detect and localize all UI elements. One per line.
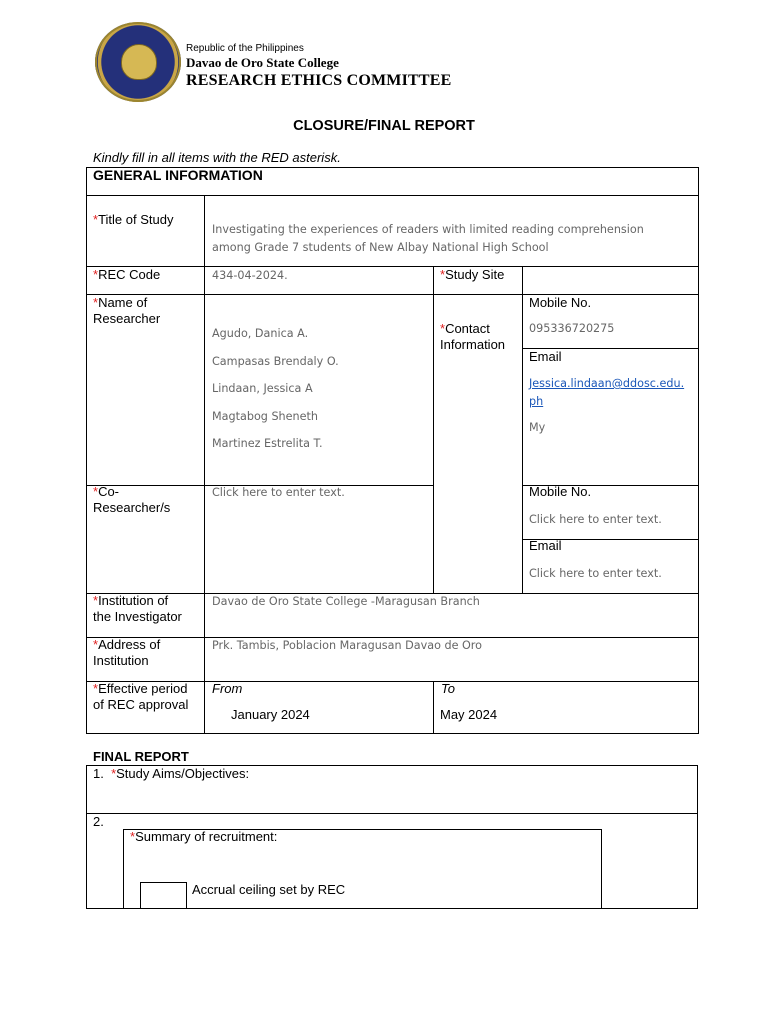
mobile-no-field[interactable]: 095336720275 bbox=[529, 322, 615, 335]
email-extra-text: My bbox=[529, 421, 546, 434]
study-site-label: *Study Site bbox=[440, 267, 505, 282]
title-of-study-field[interactable]: Investigating the experiences of readers with limited reading comprehension among Grade 7 students of New Albay National High School bbox=[212, 223, 644, 254]
address-label: *Address of Institution bbox=[93, 637, 161, 668]
header-committee: RESEARCH ETHICS COMMITTEE bbox=[186, 72, 452, 89]
institution-label: *Institution of the Investigator bbox=[93, 593, 182, 624]
rec-code-label: *REC Code bbox=[93, 267, 161, 282]
from-date-field[interactable]: January 2024 bbox=[231, 707, 310, 722]
effective-period-label: *Effective period of REC approval bbox=[93, 681, 189, 712]
researcher-name: Martinez Estrelita T. bbox=[212, 437, 323, 450]
co-researcher-label: *Co- Researcher/s bbox=[93, 484, 171, 515]
email-link[interactable]: Jessica.lindaan@ddosc.edu. ph bbox=[529, 377, 685, 408]
researcher-name: Campasas Brendaly O. bbox=[212, 354, 339, 368]
item-1: 1. *Study Aims/Objectives: bbox=[93, 766, 250, 781]
contact-information-label: *Contact Information bbox=[440, 321, 506, 352]
name-of-researcher-label: *Name of Researcher bbox=[93, 295, 161, 326]
header-republic: Republic of the Philippines bbox=[186, 43, 304, 54]
email-label: Email bbox=[529, 349, 562, 364]
accrual-ceiling-label: Accrual ceiling set by REC bbox=[192, 882, 346, 897]
rec-code-field[interactable]: 434-04-2024. bbox=[212, 269, 288, 282]
to-label: To bbox=[441, 681, 455, 696]
general-information-heading: GENERAL INFORMATION bbox=[93, 167, 263, 183]
study-site-field[interactable] bbox=[530, 267, 690, 289]
final-report-heading: FINAL REPORT bbox=[93, 749, 189, 764]
to-date-field[interactable]: May 2024 bbox=[440, 707, 498, 722]
recruitment-summary-label: *Summary of recruitment: bbox=[130, 829, 278, 844]
co-email-field[interactable]: Click here to enter text. bbox=[529, 567, 662, 580]
researcher-names-field[interactable] bbox=[212, 320, 339, 458]
address-field[interactable]: Prk. Tambis, Poblacion Maragusan Davao de Oro bbox=[212, 639, 483, 652]
accrual-ceiling-input[interactable] bbox=[140, 882, 187, 909]
co-mobile-no-label: Mobile No. bbox=[529, 484, 592, 499]
researcher-name: Magtabog Sheneth bbox=[212, 409, 318, 423]
institution-field[interactable]: Davao de Oro State College -Maragusan Branch bbox=[212, 595, 480, 608]
researcher-name: Lindaan, Jessica A bbox=[212, 382, 313, 395]
college-seal-icon bbox=[95, 22, 181, 102]
item-2-number: 2. bbox=[93, 814, 104, 829]
from-label: From bbox=[212, 681, 243, 696]
seal-shield-icon bbox=[121, 44, 157, 80]
co-email-label: Email bbox=[529, 538, 562, 553]
mobile-no-label: Mobile No. bbox=[529, 295, 592, 310]
document-title: CLOSURE/FINAL REPORT bbox=[293, 118, 475, 134]
instruction-text: Kindly fill in all items with the RED asterisk. bbox=[93, 150, 341, 165]
researcher-name: Agudo, Danica A. bbox=[212, 327, 309, 340]
title-of-study-label: *Title of Study bbox=[93, 212, 174, 227]
co-researcher-field[interactable]: Click here to enter text. bbox=[212, 486, 345, 499]
header-college: Davao de Oro State College bbox=[186, 55, 339, 70]
co-mobile-no-field[interactable]: Click here to enter text. bbox=[529, 513, 662, 526]
